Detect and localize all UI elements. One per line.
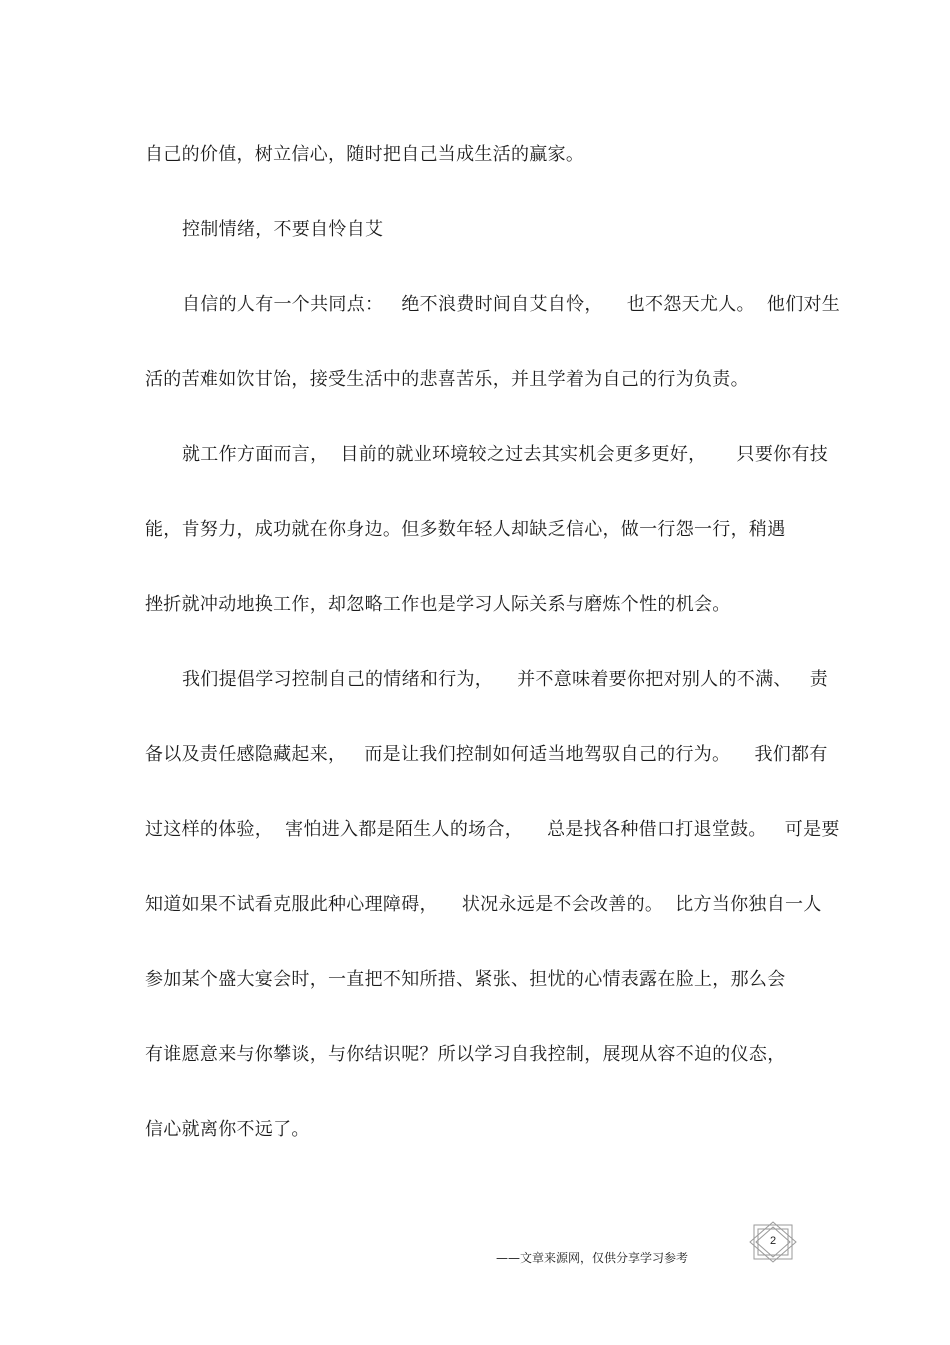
section-heading: 控制情绪，不要自怜自艾 (182, 219, 384, 240)
paragraph-line: 挫折就冲动地换工作，却忽略工作也是学习人际关系与磨炼个性的机会。 (145, 594, 731, 615)
page-number-badge (748, 1221, 798, 1263)
paragraph-line: 过这样的体验， 害怕进入都是陌生人的场合， 总是找各种借口打退堂鼓。 可是要 (145, 819, 840, 840)
paragraph-line: 能，肯努力，成功就在你身边。但多数年轻人却缺乏信心，做一行怨一行，稍遇 (145, 519, 786, 540)
footer-source-note: ——文章来源网，仅供分享学习参考 (496, 1251, 689, 1265)
paragraph-line: 我们提倡学习控制自己的情绪和行为， 并不意味着要你把对别人的不满、 责 (182, 669, 829, 690)
paragraph-line: 自信的人有一个共同点： 绝不浪费时间自艾自怜， 也不怨天尤人。 他们对生 (182, 294, 841, 315)
paragraph-line: 知道如果不试看克服此种心理障碍， 状况永远是不会改善的。 比方当你独自一人 (145, 894, 822, 915)
paragraph-line: 备以及责任感隐藏起来， 而是让我们控制如何适当地驾驭自己的行为。 我们都有 (145, 744, 828, 765)
paragraph-line: 就工作方面而言， 目前的就业环境较之过去其实机会更多更好， 只要你有技 (182, 444, 829, 465)
paragraph-line: 参加某个盛大宴会时，一直把不知所措、紧张、担忧的心情表露在脸上，那么会 (145, 969, 786, 990)
paragraph-line: 自己的价值，树立信心，随时把自己当成生活的赢家。 (145, 144, 585, 165)
paragraph-line: 信心就离你不远了。 (145, 1119, 310, 1140)
paragraph-line: 活的苦难如饮甘饴，接受生活中的悲喜苦乐，并且学着为自己的行为负责。 (145, 369, 749, 390)
page-number: 2 (769, 1235, 777, 1247)
paragraph-line: 有谁愿意来与你攀谈，与你结识呢？所以学习自我控制，展现从容不迫的仪态， (145, 1044, 786, 1065)
